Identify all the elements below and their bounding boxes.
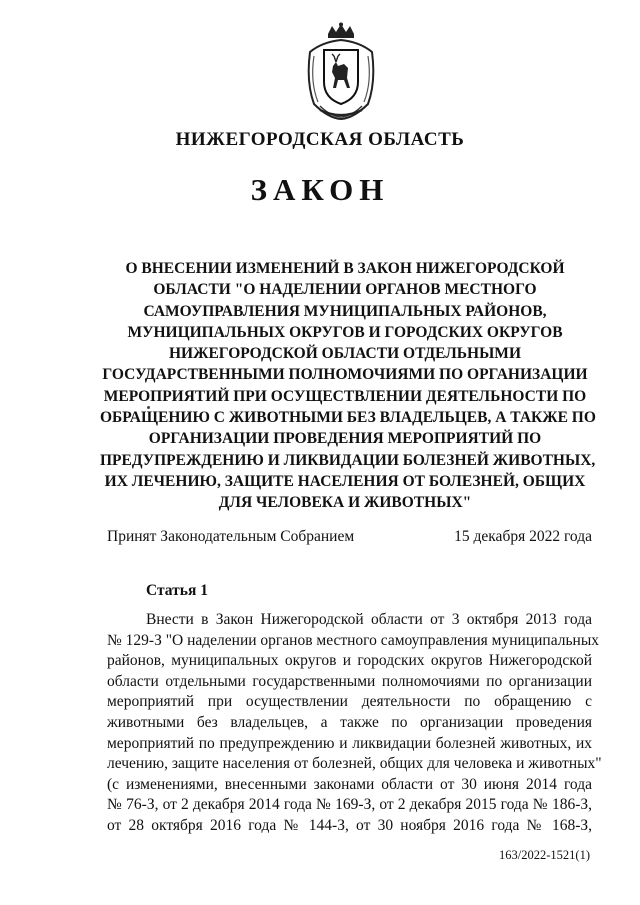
article-line: от 28 октября 2016 года № 144-З, от 30 ноября 2016 года № 168-З, xyxy=(107,816,592,834)
title-line: ГОСУДАРСТВЕННЫМИ ПОЛНОМОЧИЯМИ ПО ОРГАНИЗАЦИИ xyxy=(102,366,588,384)
scan-dot xyxy=(147,406,150,409)
article-line: Внести в Закон Нижегородской области от 3 октября 2013 года xyxy=(146,611,592,628)
document-number: 163/2022-1521(1) xyxy=(499,848,590,862)
article-line: (с изменениями, внесенными законами области от 30 июня 2014 года xyxy=(107,775,592,793)
article-heading: Статья 1 xyxy=(146,582,208,599)
title-line: НИЖЕГОРОДСКОЙ ОБЛАСТИ ОТДЕЛЬНЫМИ xyxy=(169,345,521,363)
article-line: животными без владельцев, а также по организации проведения xyxy=(107,713,592,731)
article-text xyxy=(107,610,602,837)
title-line: ИХ ЛЕЧЕНИЮ, ЗАЩИТЕ НАСЕЛЕНИЯ ОТ БОЛЕЗНЕЙ, ОБЩИХ xyxy=(104,472,586,490)
document-type: ЗАКОН xyxy=(250,172,390,207)
adoption-label: Принят Законодательным Собранием xyxy=(107,528,355,545)
adoption-date: 15 декабря 2022 года xyxy=(454,528,592,545)
title-line: ОРГАНИЗАЦИИ ПРОВЕДЕНИЯ МЕРОПРИЯТИЙ ПО xyxy=(148,430,542,448)
title-line: ПРЕДУПРЕЖДЕНИЮ И ЛИКВИДАЦИИ БОЛЕЗНЕЙ ЖИВОТНЫХ, xyxy=(100,451,596,469)
article-line: мероприятий при осуществлении деятельности по обращению с xyxy=(107,693,592,711)
adoption-line xyxy=(107,528,592,548)
article-line: № 129-З "О наделении органов местного самоуправления муниципальных xyxy=(107,631,599,649)
article-line: лечению, защите населения от болезней, общих для человека и животных" xyxy=(107,755,602,773)
coat-of-arms-icon xyxy=(300,22,382,120)
article-line: № 76-З, от 2 декабря 2014 года № 169-З, от 2 декабря 2015 года № 186-З, xyxy=(107,796,592,814)
title-line: ДЛЯ ЧЕЛОВЕКА И ЖИВОТНЫХ" xyxy=(218,494,472,512)
title-line: ОБЛАСТИ "О НАДЕЛЕНИИ ОРГАНОВ МЕСТНОГО xyxy=(153,281,537,299)
title-line: МЕРОПРИЯТИЙ ПРИ ОСУЩЕСТВЛЕНИИ ДЕЯТЕЛЬНОСТИ ПО xyxy=(103,387,587,405)
title-line: МУНИЦИПАЛЬНЫХ ОКРУГОВ И ГОРОДСКИХ ОКРУГОВ xyxy=(127,323,563,341)
article-line: мероприятий по предупреждению и ликвидации болезней животных, их xyxy=(107,734,592,752)
title-line: ОБРАЩЕНИЮ С ЖИВОТНЫМИ БЕЗ ВЛАДЕЛЬЦЕВ, А ТАКЖЕ ПО xyxy=(100,409,596,427)
article-line: районов, муниципальных округов и городских округов Нижегородской xyxy=(107,652,592,670)
region-name: НИЖЕГОРОДСКАЯ ОБЛАСТЬ xyxy=(175,129,465,150)
law-title xyxy=(100,258,596,514)
title-line: О ВНЕСЕНИИ ИЗМЕНЕНИЙ В ЗАКОН НИЖЕГОРОДСКОЙ xyxy=(125,260,565,277)
title-line: САМОУПРАВЛЕНИЯ МУНИЦИПАЛЬНЫХ РАЙОНОВ, xyxy=(143,302,547,320)
article-line: области отдельными государственными полномочиями по организации xyxy=(107,672,592,690)
